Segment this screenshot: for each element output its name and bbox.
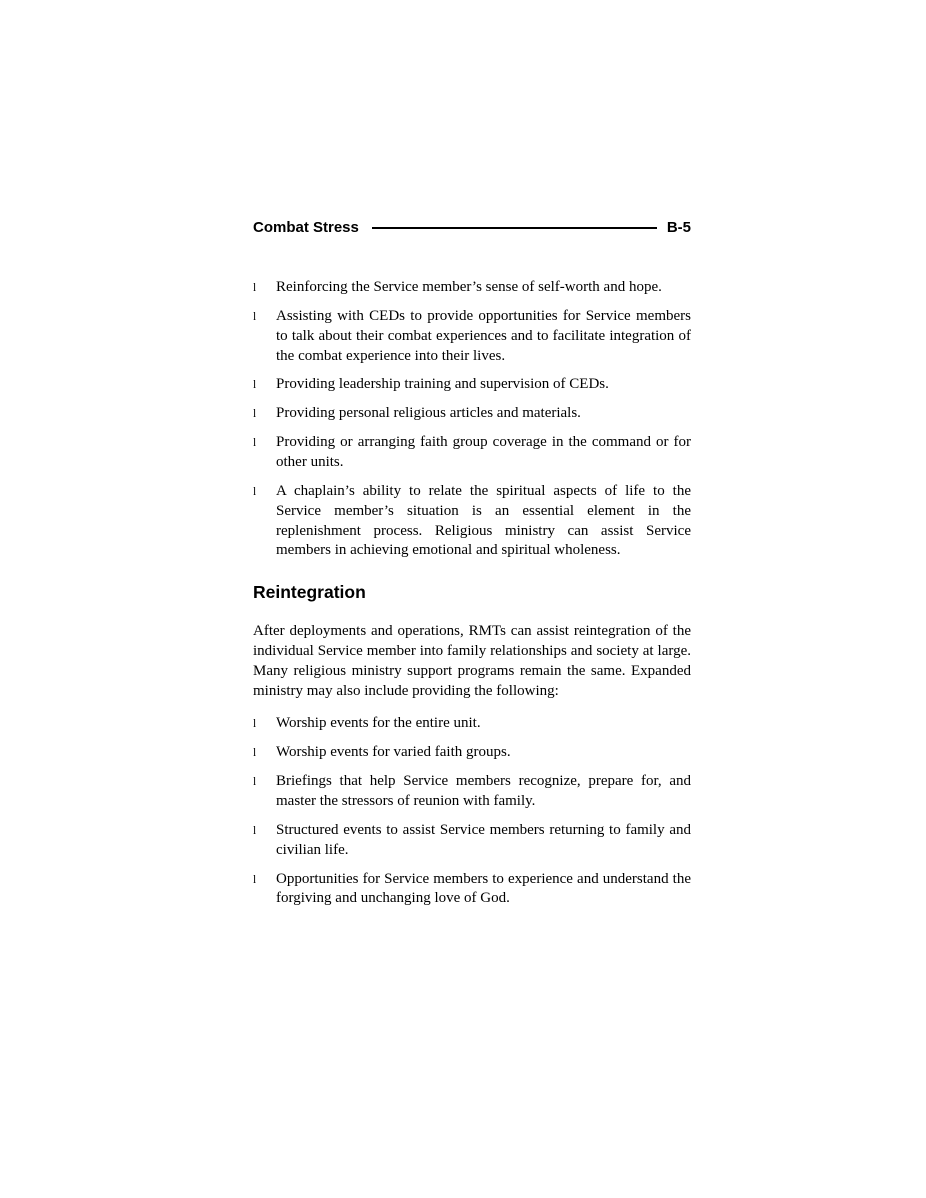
bullet-glyph: l xyxy=(253,747,257,760)
bullet-text: Structured events to assist Service members returning to family and civilian life. xyxy=(276,821,691,858)
section-heading-reintegration: Reintegration xyxy=(253,582,366,603)
reintegration-intro-paragraph: After deployments and operations, RMTs can assist reintegration of the individual Service member into family relationships and society at large. Many religious ministry support programs remain the same. Expanded ministry may also include providing the following: xyxy=(253,623,691,699)
list-item xyxy=(253,375,691,395)
bullet-glyph: l xyxy=(253,379,257,392)
page-number: B-5 xyxy=(666,219,691,236)
reintegration-bullet-list xyxy=(253,714,691,909)
page-content xyxy=(253,219,691,909)
list-item xyxy=(253,404,691,424)
bullet-glyph: l xyxy=(253,485,257,498)
bullet-text: Assisting with CEDs to provide opportunities for Service members to talk about their combat experiences and to facilitate integration of the combat experience into their lives. xyxy=(276,308,691,364)
bullet-glyph: l xyxy=(253,873,257,886)
page-header xyxy=(253,219,691,236)
header-rule xyxy=(372,227,657,229)
bullet-glyph: l xyxy=(253,718,257,731)
list-item xyxy=(253,714,691,734)
bullet-glyph: l xyxy=(253,776,257,789)
list-item xyxy=(253,870,691,910)
bullet-glyph: l xyxy=(253,311,257,323)
bullet-text: Reinforcing the Service member’s sense of self-worth and hope. xyxy=(276,279,662,295)
bullet-text: Briefings that help Service members recognize, prepare for, and master the stressors of reunion with family. xyxy=(276,773,691,810)
list-item xyxy=(253,433,691,473)
bullet-text: Providing leadership training and supervision of CEDs. xyxy=(276,376,609,393)
list-item xyxy=(253,772,691,812)
bullet-text: Worship events for the entire unit. xyxy=(276,715,481,732)
list-item xyxy=(253,821,691,861)
bullet-text: Opportunities for Service members to experience and understand the forgiving and unchanging love of God. xyxy=(276,870,691,907)
bullet-glyph: l xyxy=(253,408,257,421)
list-item xyxy=(253,307,691,366)
list-item xyxy=(253,278,691,298)
list-item xyxy=(253,743,691,763)
list-item xyxy=(253,482,691,561)
bullet-text: Providing or arranging faith group coverage in the command or for other units. xyxy=(276,434,691,471)
bullet-glyph: l xyxy=(253,282,257,294)
bullet-text: Providing personal religious articles and materials. xyxy=(276,405,581,422)
bullet-glyph: l xyxy=(253,824,257,837)
replenishment-bullet-list xyxy=(253,278,691,561)
bullet-text: Worship events for varied faith groups. xyxy=(276,744,511,761)
bullet-glyph: l xyxy=(253,437,257,450)
header-title: Combat Stress xyxy=(253,219,359,236)
bullet-text: A chaplain’s ability to relate the spiritual aspects of life to the Service member’s situation is an essential element in the replenishment process. Religious ministry can assist Service members in achieving emotional and spiritual wholeness. xyxy=(276,482,691,559)
